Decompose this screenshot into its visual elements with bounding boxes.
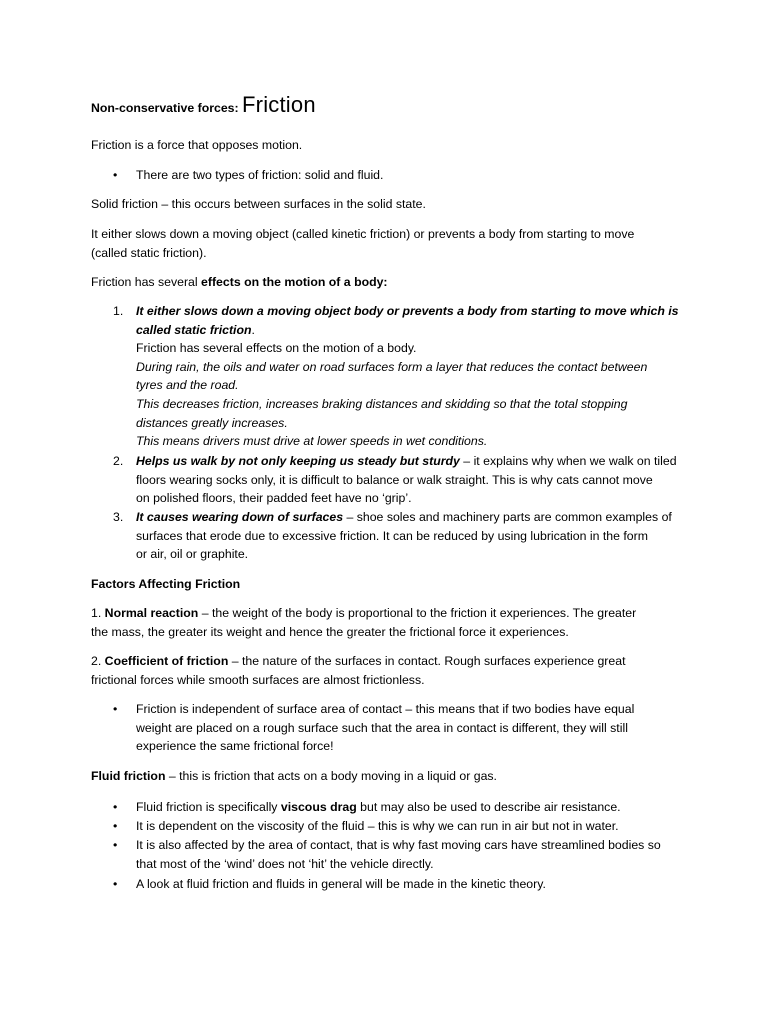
factor-2-line-2: frictional forces while smooth surfaces are almost frictionless. — [91, 672, 425, 687]
fluid-friction-definition — [91, 767, 681, 786]
factor-2-number: 2. — [91, 654, 102, 668]
effect-1-line-6: This decreases friction, increases braking distances and skidding so that the total stopping — [136, 396, 628, 411]
bullet-glyph: • — [113, 168, 118, 182]
factor-2-bold: Coefficient of friction — [101, 654, 229, 668]
effect-1-line-8: This means drivers must drive at lower speeds in wet conditions. — [136, 434, 488, 449]
bullet-glyph: • — [113, 800, 118, 814]
factor-2 — [91, 652, 681, 689]
fluid-friction-bold: Fluid friction — [91, 769, 166, 783]
fluid-bullet-3-line-1: It is also affected by the area of contact, that is why fast moving cars have streamlined bodies so — [136, 838, 661, 852]
effects-intro-plain: Friction has several — [91, 275, 202, 289]
fluid-bullet-1-pre: Fluid friction is specifically — [136, 800, 281, 814]
solid-friction-definition: Solid friction – this occurs between surfaces in the solid state. — [91, 197, 426, 211]
independent-line-2: weight are placed on a rough surface such that the area in contact is different, they will still — [136, 720, 628, 735]
independent-line-1: Friction is independent of surface area of contact – this means that if two bodies have equal — [136, 702, 635, 716]
effect-2-text — [136, 452, 681, 508]
effect-1-line-4: During rain, the oils and water on road surfaces form a layer that reduces the contact between — [136, 359, 648, 374]
either-line-1: It either slows down a moving object (called kinetic friction) or prevents a body from starting to move — [91, 227, 635, 241]
effect-3-lead: It causes wearing down of surfaces — [136, 510, 344, 524]
effect-2-line-2: floors wearing socks only, it is difficult to balance or walk straight. This is why cats cannot move — [136, 472, 653, 487]
effects-intro — [91, 273, 681, 292]
types-bullet-text: There are two types of friction: solid and fluid. — [136, 168, 384, 182]
fluid-bullet-1-post: but may also be used to describe air resistance. — [356, 800, 621, 814]
bullet-glyph: • — [113, 838, 118, 852]
fluid-bullet-3 — [136, 836, 681, 873]
bullet-glyph: • — [113, 877, 118, 891]
effect-2-number: 2. — [113, 454, 124, 468]
effect-1-line-7: distances greatly increases. — [136, 415, 288, 430]
effect-1-line-3: Friction has several effects on the motion of a body. — [136, 341, 417, 356]
bullet-glyph: • — [113, 702, 118, 716]
independent-bullet-text — [136, 700, 681, 756]
fluid-bullet-4: A look at fluid friction and fluids in general will be made in the kinetic theory. — [136, 877, 546, 891]
fluid-bullet-3-line-2: that most of the ‘wind’ does not ‘hit’ the vehicle directly. — [136, 856, 434, 871]
effect-2-line-3: on polished floors, their padded feet have no ‘grip’. — [136, 491, 412, 506]
independent-line-3: experience the same frictional force! — [136, 739, 334, 754]
title-main: Friction — [242, 92, 316, 117]
effect-3-text — [136, 508, 681, 564]
fluid-friction-rest: – this is friction that acts on a body moving in a liquid or gas. — [165, 769, 497, 783]
factor-1-rest: – the weight of the body is proportional to the friction it experiences. The greater — [198, 606, 637, 620]
fluid-bullet-1 — [136, 798, 681, 817]
title-prefix: Non-conservative forces: — [91, 101, 239, 115]
effects-intro-bold: effects on the motion of a body: — [201, 275, 388, 289]
effect-1-number: 1. — [113, 304, 124, 318]
effect-3-line-3: or air, oil or graphite. — [136, 547, 249, 562]
effect-1-line-1: It either slows down a moving object body or prevents a body from starting to move which is — [136, 304, 679, 318]
effect-1-line-2-tail: . — [251, 322, 255, 337]
factor-1-bold: Normal reaction — [101, 606, 199, 620]
either-paragraph — [91, 225, 681, 262]
effect-3-rest: – shoe soles and machinery parts are common examples of — [343, 510, 672, 524]
effect-3-line-2: surfaces that erode due to excessive friction. It can be reduced by using lubrication in the form — [136, 528, 648, 543]
effect-2-rest: – it explains why when we walk on tiled — [459, 454, 677, 468]
effect-1-text — [136, 302, 681, 451]
fluid-bullet-1-bold: viscous drag — [280, 800, 357, 814]
effect-3-number: 3. — [113, 510, 124, 524]
factor-1 — [91, 604, 681, 641]
bullet-glyph: • — [113, 819, 118, 833]
factors-heading: Factors Affecting Friction — [91, 577, 241, 591]
effect-1-line-5: tyres and the road. — [136, 378, 239, 393]
factor-1-number: 1. — [91, 606, 102, 620]
effect-2-lead: Helps us walk by not only keeping us steady but sturdy — [136, 454, 460, 468]
factor-2-rest: – the nature of the surfaces in contact. Rough surfaces experience great — [228, 654, 626, 668]
either-line-2: (called static friction). — [91, 245, 207, 260]
factor-1-line-2: the mass, the greater its weight and hence the greater the frictional force it experiences. — [91, 624, 569, 639]
effect-1-line-2: called static friction — [136, 322, 252, 337]
fluid-bullet-2: It is dependent on the viscosity of the fluid – this is why we can run in air but not in water. — [136, 819, 619, 833]
page-title — [91, 92, 681, 118]
intro-paragraph: Friction is a force that opposes motion. — [91, 138, 303, 152]
